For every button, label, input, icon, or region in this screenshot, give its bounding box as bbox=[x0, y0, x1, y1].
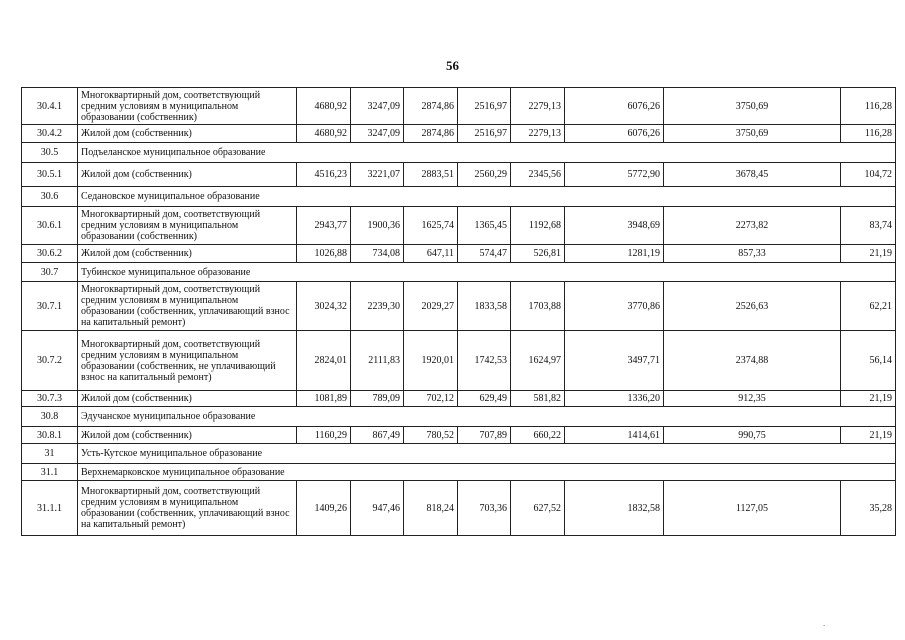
row-description: Многоквартирный дом, соответствующий средним условиям в муниципальном образовании (собственник) bbox=[78, 88, 297, 125]
value-cell: 3750,69 bbox=[664, 88, 841, 125]
value-cell: 526,81 bbox=[511, 245, 565, 263]
section-title: Верхнемарковское муниципальное образование bbox=[78, 464, 896, 481]
page-number: 56 bbox=[446, 58, 459, 73]
row-description: Жилой дом (собственник) bbox=[78, 125, 297, 143]
value-cell: 660,22 bbox=[511, 427, 565, 444]
row-number: 30.4.1 bbox=[22, 88, 78, 125]
value-cell: 3948,69 bbox=[565, 207, 664, 245]
value-cell: 574,47 bbox=[458, 245, 511, 263]
value-cell: 62,21 bbox=[841, 282, 896, 331]
section-title: Усть-Кутское муниципальное образование bbox=[78, 444, 896, 464]
row-number: 30.6.1 bbox=[22, 207, 78, 245]
table-body bbox=[22, 88, 896, 536]
value-cell: 83,74 bbox=[841, 207, 896, 245]
value-cell: 2560,29 bbox=[458, 163, 511, 187]
row-number: 30.6.2 bbox=[22, 245, 78, 263]
value-cell: 1624,97 bbox=[511, 331, 565, 391]
row-description: Многоквартирный дом, соответствующий средним условиям в муниципальном образовании (собственник, не уплачивающий взнос на капитальный ремонт) bbox=[78, 331, 297, 391]
row-description: Многоквартирный дом, соответствующий средним условиям в муниципальном образовании (собственник, уплачивающий взнос на капитальный ремонт) bbox=[78, 282, 297, 331]
row-number: 31.1.1 bbox=[22, 481, 78, 536]
value-cell: 3221,07 bbox=[351, 163, 404, 187]
value-cell: 2374,88 bbox=[664, 331, 841, 391]
value-cell: 1920,01 bbox=[404, 331, 458, 391]
row-description: Жилой дом (собственник) bbox=[78, 391, 297, 407]
table-row bbox=[22, 391, 896, 407]
value-cell: 4516,23 bbox=[297, 163, 351, 187]
section-row bbox=[22, 263, 896, 282]
value-cell: 2111,83 bbox=[351, 331, 404, 391]
table-row bbox=[22, 163, 896, 187]
value-cell: 1625,74 bbox=[404, 207, 458, 245]
value-cell: 1192,68 bbox=[511, 207, 565, 245]
value-cell: 581,82 bbox=[511, 391, 565, 407]
value-cell: 3750,69 bbox=[664, 125, 841, 143]
value-cell: 1281,19 bbox=[565, 245, 664, 263]
value-cell: 2279,13 bbox=[511, 125, 565, 143]
value-cell: 3247,09 bbox=[351, 88, 404, 125]
value-cell: 21,19 bbox=[841, 391, 896, 407]
row-number: 30.7 bbox=[22, 263, 78, 282]
row-number: 30.7.3 bbox=[22, 391, 78, 407]
value-cell: 2883,51 bbox=[404, 163, 458, 187]
value-cell: 1832,58 bbox=[565, 481, 664, 536]
value-cell: 2239,30 bbox=[351, 282, 404, 331]
value-cell: 2526,63 bbox=[664, 282, 841, 331]
row-number: 30.7.1 bbox=[22, 282, 78, 331]
value-cell: 1026,88 bbox=[297, 245, 351, 263]
value-cell: 1127,05 bbox=[664, 481, 841, 536]
value-cell: 780,52 bbox=[404, 427, 458, 444]
value-cell: 912,35 bbox=[664, 391, 841, 407]
value-cell: 2029,27 bbox=[404, 282, 458, 331]
value-cell: 3770,86 bbox=[565, 282, 664, 331]
value-cell: 3247,09 bbox=[351, 125, 404, 143]
row-description: Жилой дом (собственник) bbox=[78, 427, 297, 444]
table-row bbox=[22, 481, 896, 536]
value-cell: 789,09 bbox=[351, 391, 404, 407]
row-number: 30.6 bbox=[22, 187, 78, 207]
row-number: 30.4.2 bbox=[22, 125, 78, 143]
value-cell: 734,08 bbox=[351, 245, 404, 263]
value-cell: 56,14 bbox=[841, 331, 896, 391]
value-cell: 1703,88 bbox=[511, 282, 565, 331]
value-cell: 1081,89 bbox=[297, 391, 351, 407]
row-number: 30.5 bbox=[22, 143, 78, 163]
value-cell: 35,28 bbox=[841, 481, 896, 536]
value-cell: 116,28 bbox=[841, 125, 896, 143]
value-cell: 4680,92 bbox=[297, 88, 351, 125]
value-cell: 1900,36 bbox=[351, 207, 404, 245]
section-title: Эдучанское муниципальное образование bbox=[78, 407, 896, 427]
value-cell: 947,46 bbox=[351, 481, 404, 536]
value-cell: 2279,13 bbox=[511, 88, 565, 125]
value-cell: 990,75 bbox=[664, 427, 841, 444]
value-cell: 5772,90 bbox=[565, 163, 664, 187]
value-cell: 703,36 bbox=[458, 481, 511, 536]
table-row bbox=[22, 282, 896, 331]
value-cell: 1833,58 bbox=[458, 282, 511, 331]
row-description: Жилой дом (собственник) bbox=[78, 245, 297, 263]
value-cell: 3024,32 bbox=[297, 282, 351, 331]
table-row bbox=[22, 427, 896, 444]
table-row bbox=[22, 207, 896, 245]
section-row bbox=[22, 464, 896, 481]
value-cell: 3497,71 bbox=[565, 331, 664, 391]
section-title: Седановское муниципальное образование bbox=[78, 187, 896, 207]
value-cell: 2943,77 bbox=[297, 207, 351, 245]
table-row bbox=[22, 245, 896, 263]
row-description: Жилой дом (собственник) bbox=[78, 163, 297, 187]
value-cell: 2824,01 bbox=[297, 331, 351, 391]
tariff-table bbox=[21, 87, 896, 536]
value-cell: 627,52 bbox=[511, 481, 565, 536]
row-number: 30.5.1 bbox=[22, 163, 78, 187]
value-cell: 867,49 bbox=[351, 427, 404, 444]
value-cell: 3678,45 bbox=[664, 163, 841, 187]
value-cell: 21,19 bbox=[841, 245, 896, 263]
section-title: Тубинское муниципальное образование bbox=[78, 263, 896, 282]
value-cell: 1365,45 bbox=[458, 207, 511, 245]
section-row bbox=[22, 143, 896, 163]
value-cell: 857,33 bbox=[664, 245, 841, 263]
value-cell: 1742,53 bbox=[458, 331, 511, 391]
value-cell: 2273,82 bbox=[664, 207, 841, 245]
value-cell: 6076,26 bbox=[565, 125, 664, 143]
value-cell: 4680,92 bbox=[297, 125, 351, 143]
row-description: Многоквартирный дом, соответствующий средним условиям в муниципальном образовании (собственник, уплачивающий взнос на капитальный ремонт) bbox=[78, 481, 297, 536]
value-cell: 116,28 bbox=[841, 88, 896, 125]
table-row bbox=[22, 88, 896, 125]
row-description: Многоквартирный дом, соответствующий средним условиям в муниципальном образовании (собственник) bbox=[78, 207, 297, 245]
row-number: 31.1 bbox=[22, 464, 78, 481]
value-cell: 1414,61 bbox=[565, 427, 664, 444]
row-number: 31 bbox=[22, 444, 78, 464]
value-cell: 6076,26 bbox=[565, 88, 664, 125]
value-cell: 629,49 bbox=[458, 391, 511, 407]
table-row bbox=[22, 125, 896, 143]
section-row bbox=[22, 444, 896, 464]
row-number: 30.8.1 bbox=[22, 427, 78, 444]
value-cell: 2874,86 bbox=[404, 88, 458, 125]
row-number: 30.7.2 bbox=[22, 331, 78, 391]
value-cell: 21,19 bbox=[841, 427, 896, 444]
value-cell: 1409,26 bbox=[297, 481, 351, 536]
value-cell: 818,24 bbox=[404, 481, 458, 536]
value-cell: 1336,20 bbox=[565, 391, 664, 407]
section-title: Подъеланское муниципальное образование bbox=[78, 143, 896, 163]
section-row bbox=[22, 187, 896, 207]
value-cell: 702,12 bbox=[404, 391, 458, 407]
table-row bbox=[22, 331, 896, 391]
value-cell: 2345,56 bbox=[511, 163, 565, 187]
value-cell: 647,11 bbox=[404, 245, 458, 263]
value-cell: 2874,86 bbox=[404, 125, 458, 143]
value-cell: 1160,29 bbox=[297, 427, 351, 444]
value-cell: 707,89 bbox=[458, 427, 511, 444]
value-cell: 2516,97 bbox=[458, 88, 511, 125]
scan-mark: . bbox=[823, 618, 826, 628]
row-number: 30.8 bbox=[22, 407, 78, 427]
value-cell: 104,72 bbox=[841, 163, 896, 187]
section-row bbox=[22, 407, 896, 427]
value-cell: 2516,97 bbox=[458, 125, 511, 143]
